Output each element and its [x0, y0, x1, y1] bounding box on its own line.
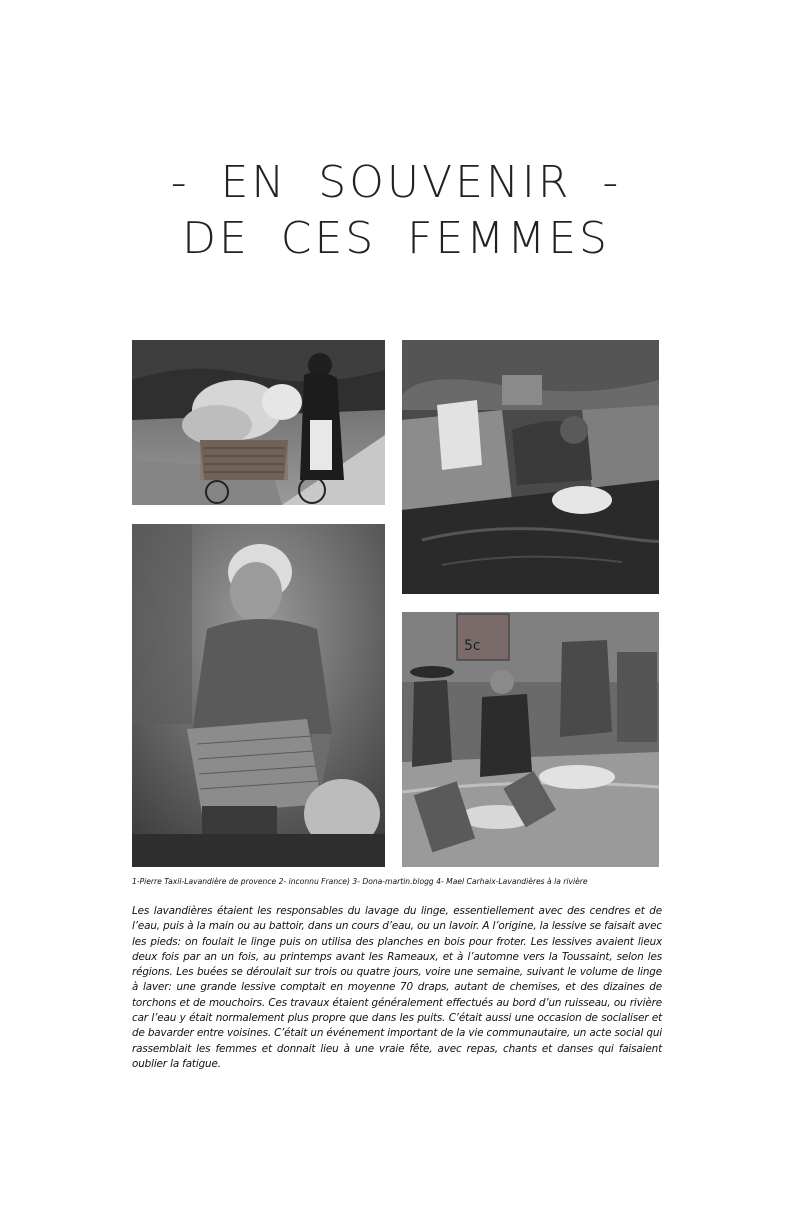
photo-washerwomen-river	[402, 612, 659, 867]
photo-washerwoman-portrait-image	[132, 524, 385, 867]
photo-washerwoman-portrait	[132, 524, 385, 867]
photo-washing-stream-image	[402, 340, 659, 594]
photo-lavandiere-cart-image	[132, 340, 385, 505]
photo-caption: 1-Pierre Taxil-Lavandière de provence 2- inconnu France) 3- Dona-martin.blogg 4- Mael Carhaix-Lavandières à la rivière	[132, 877, 588, 886]
photo-washing-stream	[402, 340, 659, 594]
title-line-1: - EN SOUVENIR -	[170, 157, 622, 208]
postcard-stamp-text: 5c	[464, 638, 481, 654]
body-paragraph: Les lavandières étaient les responsables du lavage du linge, essentiellement avec des cendres et de l’eau, puis à la main ou au battoir, dans un cours d’eau, ou un lavoir. A l’origine, la lessive se faisait avec les pieds: on foulait le linge puis on utilisa des planches en bois pour froter. Les lessives avaient lieux deux fois par an un fois, au printemps avant les Rameaux, et à l’automne vers la Toussaint, selon les régions. Les buées se déroulait sur trois ou quatre jours, voire une semaine, suivant le volume de linge à laver: une grande lessive comptait en moyenne 70 draps, autant de chemises, et des dizaines de torchons et de mouchoirs. Ces travaux étaient généralement effectués au bord d’un ruisseau, ou rivière car l’eau y était normalement plus propre que dans les puits. C’était aussi une occasion de socialiser et de bavarder entre voisines. C’était un événement important de la vie communautaire, un acte social qui rassemblait les femmes et donnait lieu à une vraie fête, avec repas, chants et danses qui faisaient oublier la fatigue.	[132, 905, 662, 1070]
photo-lavandiere-cart	[132, 340, 385, 505]
title-line-2: DE CES FEMMES	[182, 213, 610, 264]
photo-washerwomen-river-image	[402, 612, 659, 867]
